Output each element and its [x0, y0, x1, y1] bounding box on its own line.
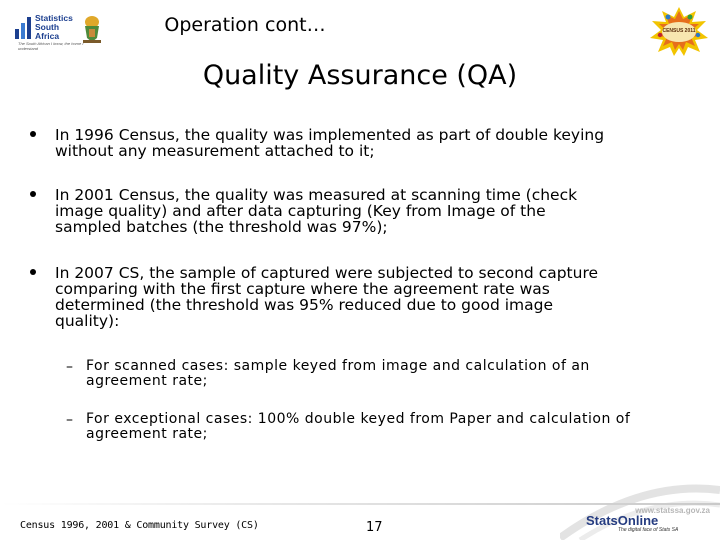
footer-divider — [0, 503, 720, 505]
page-title: Quality Assurance (QA) — [202, 60, 518, 91]
sub-bullet-text: For scanned cases: sample keyed from image and calculation of an agreement rate; — [86, 358, 590, 389]
bullet-text: In 2001 Census, the quality was measured at scanning time (check image quality) and after data capturing (Key from Image of the sampled batches (the threshold was 97%); — [55, 186, 578, 236]
statsonline-logo: StatsOnline — [586, 513, 659, 528]
bullet-dot-icon — [30, 191, 36, 197]
footer-caption: Census 1996, 2001 & Community Survey (CS) — [20, 520, 259, 531]
statsonline-tagline: The digital face of Stats SA — [618, 527, 679, 533]
sub-bullet-dash: – — [66, 359, 73, 375]
sub-bullet-text: For exceptional cases: 100% double keyed from Paper and calculation of agreement rate; — [86, 411, 631, 442]
bullet-dot-icon — [30, 269, 36, 275]
sub-bullet-dash: – — [66, 412, 73, 428]
census-2011-logo — [646, 5, 712, 57]
bullet-text: In 2007 CS, the sample of captured were subjected to second capture comparing with the first capture where the agreement rate was determined (the threshold was 95% reduced due to good image quality): — [55, 264, 599, 330]
section-title: Operation cont… — [164, 14, 326, 36]
stats-sa-name: Statistics South Africa — [35, 13, 73, 41]
bullet-text: In 1996 Census, the quality was implemented as part of double keying without any measurement attached to it; — [55, 126, 605, 160]
footer-url: www.statssa.gov.za — [635, 506, 710, 515]
bullet-dot-icon — [30, 131, 36, 137]
page-number: 17 — [366, 520, 383, 535]
stats-sa-tagline: The South African I know, the home I understand — [18, 41, 84, 51]
census-logo-text: CENSUS 2011 — [662, 28, 696, 34]
